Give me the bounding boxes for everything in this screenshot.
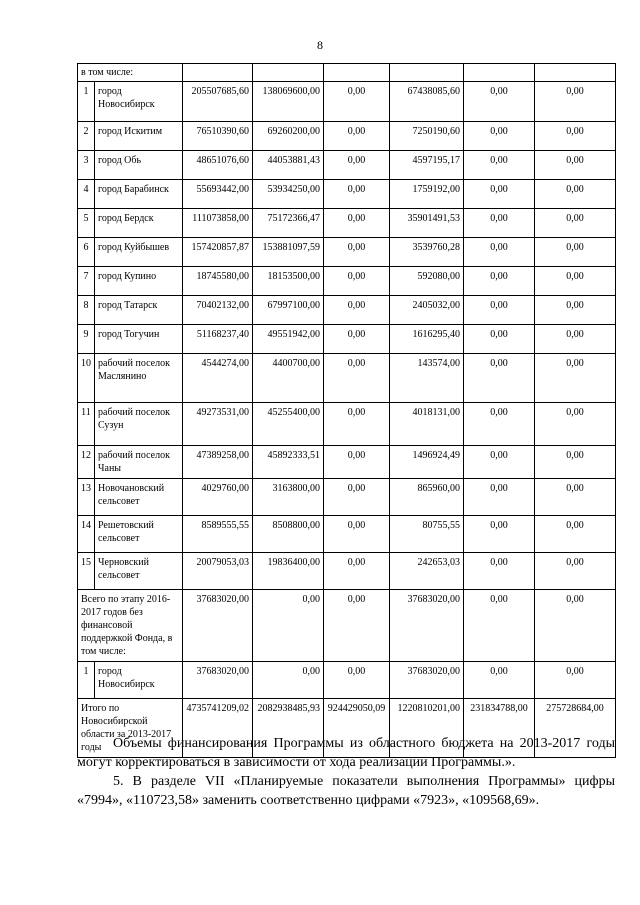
value-cell: 153881097,59 [253,238,324,267]
value-cell: 47389258,00 [183,446,253,479]
value-cell: 3539760,28 [390,238,464,267]
value-cell: 18153500,00 [253,267,324,296]
value-cell: 0,00 [324,403,390,446]
table-row [78,296,616,325]
value-cell: 275728684,00 [535,699,616,758]
value-cell: 0,00 [535,151,616,180]
value-cell: 0,00 [324,553,390,590]
grand-total-label: Итого по Новосибирской области за 2013-2017 годы [78,699,183,758]
value-cell: 0,00 [535,516,616,553]
value-cell: 0,00 [464,180,535,209]
value-cell: 0,00 [535,553,616,590]
value-cell: 20079053,03 [183,553,253,590]
value-cell: 0,00 [324,82,390,122]
value-cell: 3163800,00 [253,479,324,516]
value-cell: 45892333,51 [253,446,324,479]
municipality-name: город Обь [95,151,183,180]
value-cell: 0,00 [464,553,535,590]
value-cell: 4018131,00 [390,403,464,446]
table-row [78,354,616,403]
value-cell: 0,00 [464,325,535,354]
value-cell: 0,00 [535,296,616,325]
value-cell: 0,00 [535,122,616,151]
value-cell: 0,00 [535,180,616,209]
row-number: 3 [78,151,95,180]
municipality-name: Новочановский сельсовет [95,479,183,516]
value-cell: 67997100,00 [253,296,324,325]
value-cell: 4597195,17 [390,151,464,180]
municipality-name: город Бердск [95,209,183,238]
value-cell: 0,00 [253,590,324,662]
value-cell: 865960,00 [390,479,464,516]
value-cell: 1496924,49 [390,446,464,479]
stage-total-label: Всего по этапу 2016-2017 годов без финансовой поддержкой Фонда, в том числе: [78,590,183,662]
value-cell: 157420857,87 [183,238,253,267]
closing-text [77,735,615,811]
table-row [78,325,616,354]
financing-table [77,63,616,758]
value-cell: 0,00 [324,151,390,180]
value-cell: 0,00 [464,238,535,267]
value-cell: 4400700,00 [253,354,324,403]
paragraph-volumes: Объемы финансирования Программы из областного бюджета на 2013-2017 годы могут корректироваться в зависимости от хода реализации Программы.». [77,736,615,770]
row-number: 11 [78,403,95,446]
value-cell: 49273531,00 [183,403,253,446]
value-cell: 0,00 [535,403,616,446]
municipality-name: город Купино [95,267,183,296]
value-cell: 0,00 [324,238,390,267]
value-cell: 0,00 [535,82,616,122]
table-row [78,516,616,553]
value-cell: 0,00 [464,479,535,516]
row-number: 9 [78,325,95,354]
value-cell: 0,00 [253,662,324,699]
municipality-name: рабочий поселок Маслянино [95,354,183,403]
value-cell: 924429050,09 [324,699,390,758]
value-cell: 37683020,00 [183,590,253,662]
value-cell: 76510390,60 [183,122,253,151]
row-number: 8 [78,296,95,325]
row-number: 12 [78,446,95,479]
subheader-row [78,64,616,82]
value-cell: 0,00 [464,590,535,662]
value-cell: 8508800,00 [253,516,324,553]
value-cell: 0,00 [464,296,535,325]
value-cell: 2082938485,93 [253,699,324,758]
value-cell: 2405032,00 [390,296,464,325]
municipality-name: Решетовский сельсовет [95,516,183,553]
table-row [78,267,616,296]
value-cell: 0,00 [324,267,390,296]
municipality-name: город Татарск [95,296,183,325]
value-cell: 0,00 [464,354,535,403]
table-row [78,82,616,122]
row-number: 1 [78,82,95,122]
value-cell: 231834788,00 [464,699,535,758]
value-cell: 0,00 [324,662,390,699]
value-cell: 49551942,00 [253,325,324,354]
municipality-name: Черновский сельсовет [95,553,183,590]
value-cell: 4544274,00 [183,354,253,403]
value-cell: 0,00 [324,180,390,209]
value-cell: 143574,00 [390,354,464,403]
value-cell: 0,00 [324,479,390,516]
value-cell: 70402132,00 [183,296,253,325]
municipality-name: город Барабинск [95,180,183,209]
table-row [78,662,616,699]
value-cell: 0,00 [324,122,390,151]
page-number: 8 [317,38,323,52]
table-row [78,180,616,209]
value-cell: 0,00 [464,403,535,446]
value-cell: 4735741209,02 [183,699,253,758]
row-number: 7 [78,267,95,296]
value-cell: 0,00 [535,209,616,238]
value-cell: 0,00 [324,446,390,479]
value-cell: 0,00 [324,354,390,403]
value-cell: 75172366,47 [253,209,324,238]
value-cell: 80755,55 [390,516,464,553]
value-cell: 0,00 [464,209,535,238]
row-number: 1 [78,662,95,699]
value-cell: 1616295,40 [390,325,464,354]
value-cell: 0,00 [464,151,535,180]
value-cell: 0,00 [324,325,390,354]
value-cell: 0,00 [324,209,390,238]
table-row [78,403,616,446]
value-cell: 1220810201,00 [390,699,464,758]
value-cell: 0,00 [535,590,616,662]
value-cell: 0,00 [324,296,390,325]
municipality-name: город Новосибирск [95,82,183,122]
value-cell: 0,00 [464,267,535,296]
value-cell: 37683020,00 [183,662,253,699]
value-cell: 44053881,43 [253,151,324,180]
value-cell: 0,00 [535,662,616,699]
value-cell: 0,00 [535,325,616,354]
value-cell: 4029760,00 [183,479,253,516]
municipality-name: город Тогучин [95,325,183,354]
row-number: 4 [78,180,95,209]
subheader-cell: в том числе: [78,64,183,82]
value-cell: 0,00 [464,516,535,553]
value-cell: 53934250,00 [253,180,324,209]
municipality-name: город Куйбышев [95,238,183,267]
paragraph-section-vii: 5. В разделе VII «Планируемые показатели выполнения Программы» цифры «7994», «110723,58» заменить соответственно цифрами «7923», «109568,69». [77,773,615,808]
table-row [78,122,616,151]
row-number: 15 [78,553,95,590]
value-cell: 19836400,00 [253,553,324,590]
table-row [78,209,616,238]
value-cell: 35901491,53 [390,209,464,238]
table-row [78,446,616,479]
value-cell: 55693442,00 [183,180,253,209]
value-cell: 1759192,00 [390,180,464,209]
municipality-name: рабочий поселок Сузун [95,403,183,446]
table-row [78,151,616,180]
value-cell: 0,00 [464,82,535,122]
value-cell: 0,00 [324,516,390,553]
value-cell: 0,00 [464,662,535,699]
value-cell: 592080,00 [390,267,464,296]
value-cell: 37683020,00 [390,590,464,662]
value-cell: 0,00 [535,479,616,516]
row-number: 13 [78,479,95,516]
value-cell: 242653,03 [390,553,464,590]
municipality-name: город Новосибирск [95,662,183,699]
row-number: 6 [78,238,95,267]
table-row [78,479,616,516]
value-cell: 138069600,00 [253,82,324,122]
value-cell: 7250190,60 [390,122,464,151]
stage-total-row [78,590,616,662]
value-cell: 0,00 [535,446,616,479]
row-number: 10 [78,354,95,403]
value-cell: 111073858,00 [183,209,253,238]
value-cell: 18745580,00 [183,267,253,296]
value-cell: 48651076,60 [183,151,253,180]
value-cell: 0,00 [535,238,616,267]
value-cell: 45255400,00 [253,403,324,446]
row-number: 14 [78,516,95,553]
value-cell: 69260200,00 [253,122,324,151]
value-cell: 0,00 [535,267,616,296]
value-cell: 0,00 [464,446,535,479]
value-cell: 37683020,00 [390,662,464,699]
municipality-name: рабочий поселок Чаны [95,446,183,479]
value-cell: 0,00 [324,590,390,662]
value-cell: 67438085,60 [390,82,464,122]
value-cell: 0,00 [464,122,535,151]
row-number: 2 [78,122,95,151]
table-row [78,238,616,267]
municipality-name: город Искитим [95,122,183,151]
row-number: 5 [78,209,95,238]
value-cell: 51168237,40 [183,325,253,354]
value-cell: 0,00 [535,354,616,403]
value-cell: 205507685,60 [183,82,253,122]
table-row [78,553,616,590]
value-cell: 8589555,55 [183,516,253,553]
